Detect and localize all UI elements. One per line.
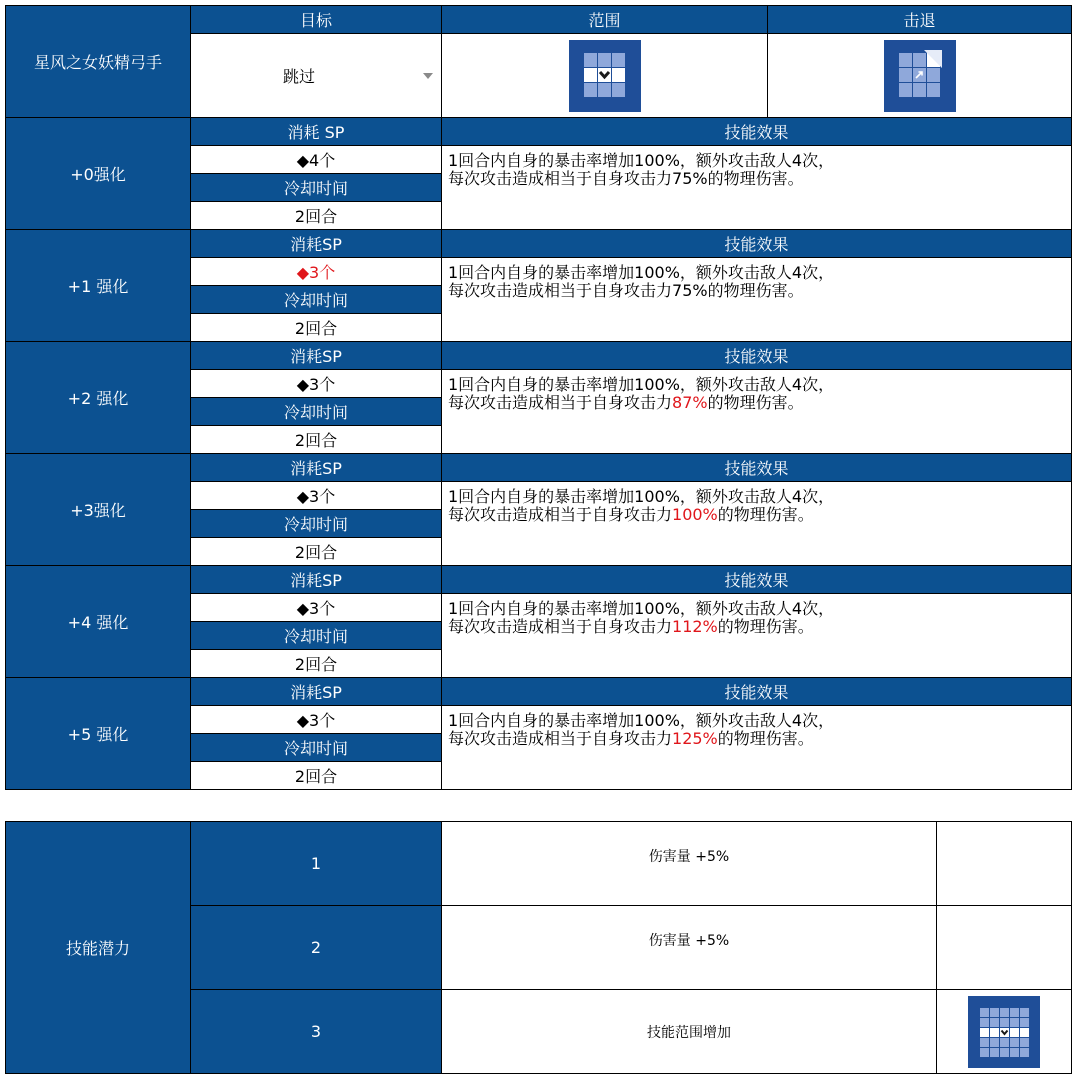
damage-percent: 75%: [672, 169, 708, 188]
effect-header: 技能效果: [442, 342, 1072, 370]
potential-effect: 伤害量 +5%: [442, 822, 937, 906]
potential-title: 技能潜力: [6, 822, 191, 1074]
col-header-target: 目标: [191, 6, 442, 34]
col-header-knockback: 击退: [768, 6, 1072, 34]
knockback-grid-icon: [884, 40, 956, 112]
effect-line-2: 每次攻击造成相当于自身攻击力125%的物理伤害。: [448, 729, 814, 748]
cooldown-header: 冷却时间: [191, 510, 442, 538]
effect-line-2: 每次攻击造成相当于自身攻击力75%的物理伤害。: [448, 281, 804, 300]
effect-line-1: 1回合内自身的暴击率增加100%，额外攻击敌人4次，: [448, 263, 835, 282]
effect-description: [442, 482, 1072, 566]
sp-value: ◆3个: [191, 258, 442, 286]
sp-header: 消耗SP: [191, 454, 442, 482]
effect-description: [442, 370, 1072, 454]
cooldown-value: 2回合: [191, 426, 442, 454]
effect-line-2: 每次攻击造成相当于自身攻击力100%的物理伤害。: [448, 505, 814, 524]
target-select[interactable]: [191, 34, 442, 118]
effect-header: 技能效果: [442, 454, 1072, 482]
effect-description: [442, 706, 1072, 790]
cooldown-header: 冷却时间: [191, 398, 442, 426]
effect-line-1: 1回合内自身的暴击率增加100%，额外攻击敌人4次，: [448, 599, 835, 618]
potential-number: 3: [191, 990, 442, 1074]
sp-value: ◆3个: [191, 706, 442, 734]
potential-icon-cell: [937, 990, 1072, 1074]
damage-percent: 112%: [672, 617, 718, 636]
cooldown-header: 冷却时间: [191, 174, 442, 202]
sp-header: 消耗SP: [191, 230, 442, 258]
sp-value: ◆3个: [191, 370, 442, 398]
sp-value: ◆3个: [191, 482, 442, 510]
col-header-range: 范围: [442, 6, 768, 34]
cooldown-value: 2回合: [191, 762, 442, 790]
damage-percent: 87%: [672, 393, 708, 412]
sp-header: 消耗SP: [191, 566, 442, 594]
range-cell: [442, 34, 768, 118]
skill-range-grid-icon: [569, 40, 641, 112]
cooldown-value: 2回合: [191, 202, 442, 230]
effect-header: 技能效果: [442, 678, 1072, 706]
tier-label: +4 强化: [6, 566, 191, 678]
sp-header: 消耗SP: [191, 678, 442, 706]
tier-label: +3强化: [6, 454, 191, 566]
effect-description: [442, 594, 1072, 678]
effect-line-1: 1回合内自身的暴击率增加100%，额外攻击敌人4次，: [448, 375, 835, 394]
cooldown-header: 冷却时间: [191, 622, 442, 650]
tier-label: +1 强化: [6, 230, 191, 342]
cooldown-value: 2回合: [191, 650, 442, 678]
cooldown-header: 冷却时间: [191, 286, 442, 314]
effect-header: 技能效果: [442, 230, 1072, 258]
target-select-value: 跳过: [283, 67, 316, 86]
effect-line-2: 每次攻击造成相当于自身攻击力87%的物理伤害。: [448, 393, 804, 412]
sp-value: ◆4个: [191, 146, 442, 174]
effect-line-1: 1回合内自身的暴击率增加100%，额外攻击敌人4次，: [448, 487, 835, 506]
expanded-range-grid-icon: [968, 996, 1040, 1068]
tier-label: +0强化: [6, 118, 191, 230]
damage-percent: 75%: [672, 281, 708, 300]
potential-number: 1: [191, 822, 442, 906]
effect-description: [442, 258, 1072, 342]
potential-icon-cell: [937, 906, 1072, 990]
skill-potential-table: [5, 821, 1072, 1074]
effect-line-1: 1回合内自身的暴击率增加100%，额外攻击敌人4次，: [448, 711, 835, 730]
cooldown-value: 2回合: [191, 314, 442, 342]
effect-line-2: 每次攻击造成相当于自身攻击力112%的物理伤害。: [448, 617, 814, 636]
effect-header: 技能效果: [442, 118, 1072, 146]
knockback-cell: [768, 34, 1072, 118]
sp-header: 消耗 SP: [191, 118, 442, 146]
potential-effect: 技能范围增加: [442, 990, 937, 1074]
sp-header: 消耗SP: [191, 342, 442, 370]
potential-effect: 伤害量 +5%: [442, 906, 937, 990]
effect-line-1: 1回合内自身的暴击率增加100%，额外攻击敌人4次，: [448, 151, 835, 170]
effect-header: 技能效果: [442, 566, 1072, 594]
damage-percent: 100%: [672, 505, 718, 524]
cooldown-value: 2回合: [191, 538, 442, 566]
skill-table: [5, 5, 1072, 790]
cooldown-header: 冷却时间: [191, 734, 442, 762]
potential-icon-cell: [937, 822, 1072, 906]
effect-line-2: 每次攻击造成相当于自身攻击力75%的物理伤害。: [448, 169, 804, 188]
tier-label: +5 强化: [6, 678, 191, 790]
tier-label: +2 强化: [6, 342, 191, 454]
damage-percent: 125%: [672, 729, 718, 748]
unit-name: 星风之女妖精弓手: [6, 6, 191, 118]
potential-number: 2: [191, 906, 442, 990]
sp-value: ◆3个: [191, 594, 442, 622]
chevron-down-icon[interactable]: [423, 73, 433, 79]
effect-description: [442, 146, 1072, 230]
